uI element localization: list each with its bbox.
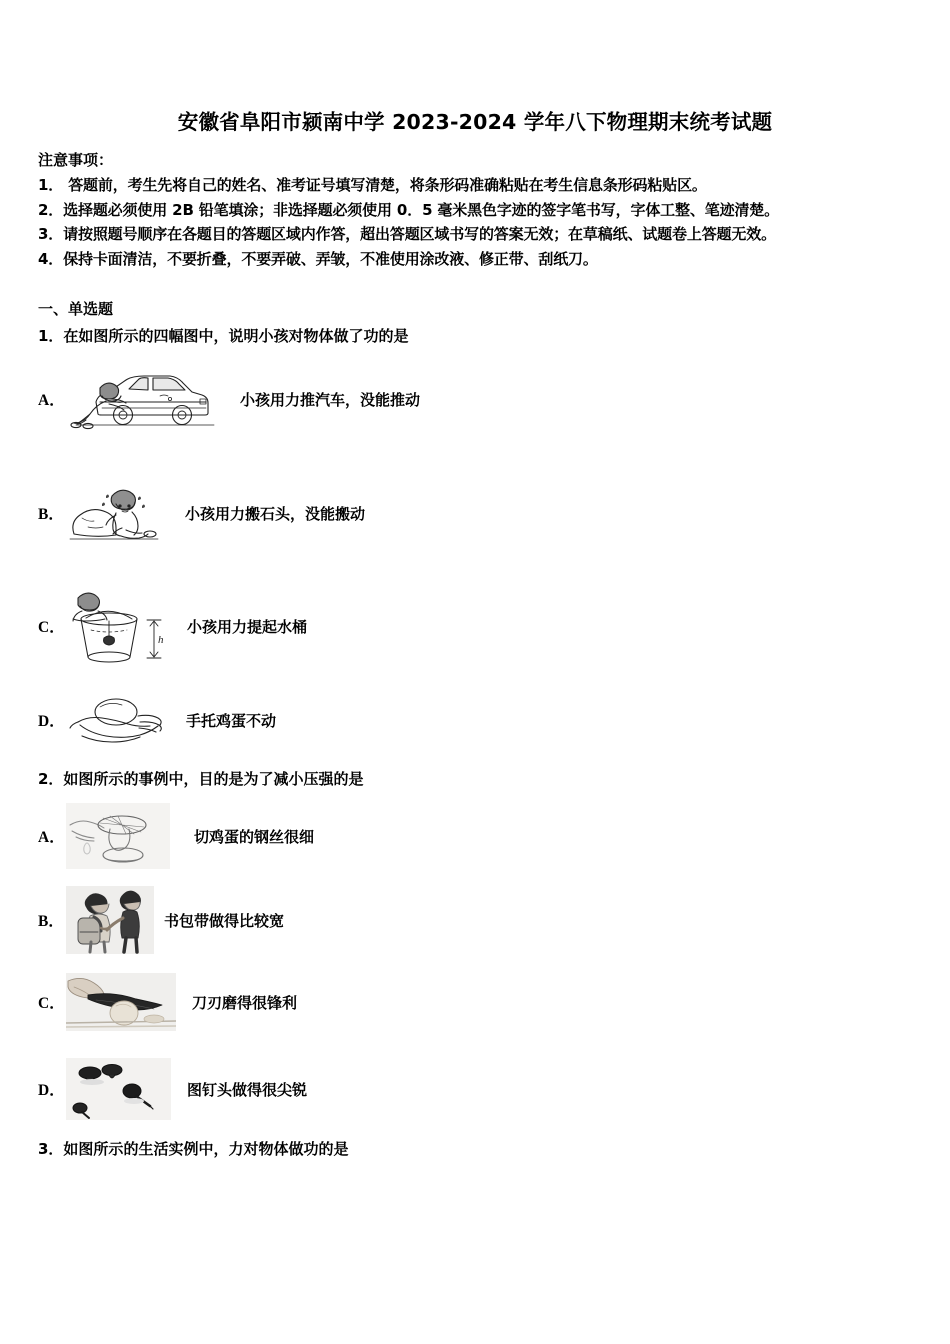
option-row-q2-c[interactable] <box>38 973 297 1031</box>
option-text: 切鸡蛋的钢丝很细 <box>194 827 315 846</box>
option-row-q2-d[interactable] <box>38 1058 307 1120</box>
option-row-q1-b[interactable] <box>38 482 365 544</box>
figure-label-bucket-height: h <box>158 634 164 646</box>
question-stem-3: 3．如图所示的生活实例中，力对物体做功的是 <box>38 1140 349 1158</box>
question-stem-1: 1．在如图所示的四幅图中，说明小孩对物体做了功的是 <box>38 327 409 345</box>
option-letter: A． <box>38 829 65 846</box>
figure-thumbtacks <box>66 1058 171 1120</box>
option-letter: D． <box>38 1082 65 1099</box>
figure-backpack-strap <box>66 886 154 954</box>
option-text: 小孩用力推汽车，没能推动 <box>240 390 421 409</box>
option-letter: B． <box>38 913 64 930</box>
option-text: 手托鸡蛋不动 <box>186 711 277 730</box>
option-text: 刀刃磨得很锋利 <box>192 993 298 1012</box>
section-heading-single-choice: 一、单选题 <box>38 300 114 318</box>
notice-item: 4．保持卡面清洁，不要折叠，不要弄破、弄皱，不准使用涂改液、修正带、刮纸刀。 <box>38 249 598 268</box>
option-text: 小孩用力提起水桶 <box>187 617 308 636</box>
notice-item: 3．请按照题号顺序在各题目的答题区域内作答，超出答题区域书写的答案无效；在草稿纸、试题卷上答题无效。 <box>38 225 776 243</box>
option-row-q2-a[interactable] <box>38 803 314 869</box>
question-stem-2: 2．如图所示的事例中，目的是为了减小压强的是 <box>38 770 364 788</box>
figure-sharp-knife <box>66 973 176 1031</box>
option-text: 图钉头做得很尖锐 <box>187 1080 308 1099</box>
figure-child-pushing-car <box>66 368 216 430</box>
notice-heading: 注意事项： <box>38 151 114 169</box>
option-letter: C． <box>38 619 65 636</box>
option-text: 小孩用力搬石头，没能搬动 <box>185 504 366 523</box>
option-letter: C． <box>38 995 65 1012</box>
notice-block <box>38 148 928 271</box>
figure-child-lifting-rock <box>66 482 161 544</box>
figure-egg-slicer <box>66 803 170 869</box>
option-letter: A． <box>38 392 65 409</box>
figure-child-lifting-bucket <box>66 586 171 666</box>
option-row-q2-b[interactable] <box>38 886 284 954</box>
option-letter: D． <box>38 713 65 730</box>
notice-item: 1． 答题前，考生先将自己的姓名、准考证号填写清楚，将条形码准确粘贴在考生信息条形码粘贴区。 <box>38 176 707 194</box>
option-row-q1-d[interactable] <box>38 694 276 746</box>
page-title: 安徽省阜阳市颍南中学 2023-2024 学年八下物理期末统考试题 <box>177 110 773 134</box>
option-text: 书包带做得比较宽 <box>164 911 285 930</box>
option-letter: B． <box>38 506 64 523</box>
option-row-q1-a[interactable] <box>38 368 420 430</box>
figure-hand-holding-egg <box>66 694 176 746</box>
option-row-q1-c[interactable] <box>38 586 307 666</box>
notice-item: 2．选择题必须使用 2B 铅笔填涂；非选择题必须使用 0．5 毫米黑色字迹的签字笔书写，字体工整、笔迹清楚。 <box>38 200 779 219</box>
